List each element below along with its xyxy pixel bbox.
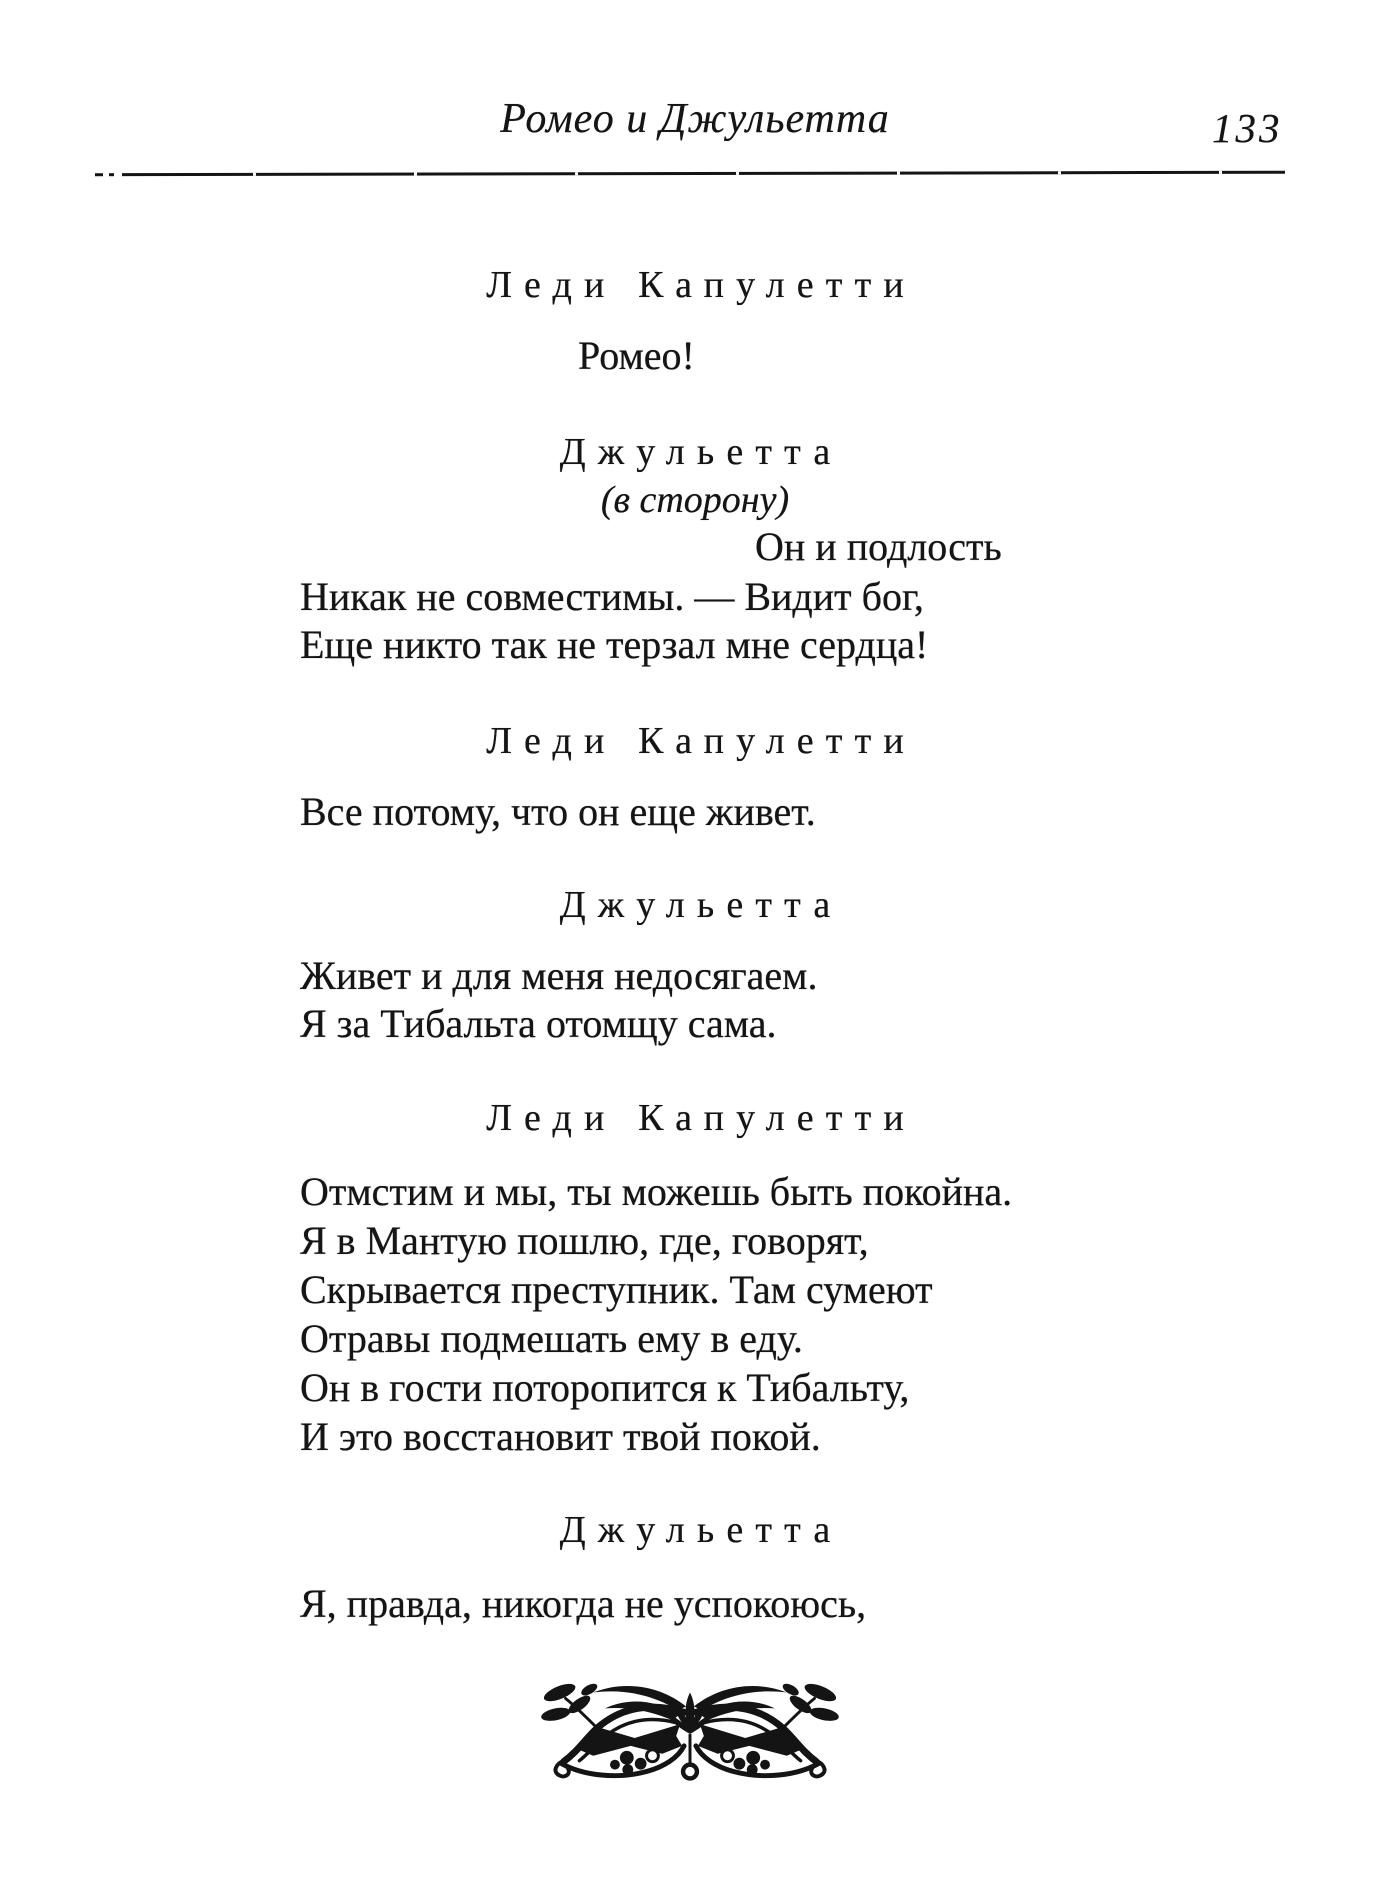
verse-line: Я в Мантую пошлю, где, говорят, bbox=[300, 1218, 869, 1263]
running-title: Ромео и Джульетта bbox=[500, 96, 890, 142]
verse-line: И это восстановит твой покой. bbox=[300, 1414, 821, 1459]
floral-vignette-ornament bbox=[532, 1676, 848, 1796]
verse-line: Еще никто так не терзал мне сердца! bbox=[300, 622, 929, 667]
verse-line: Скрывается преступник. Там сумеют bbox=[300, 1267, 933, 1312]
verse-line: Я, правда, никогда не успокоюсь, bbox=[300, 1581, 867, 1626]
verse-line: Я за Тибальта отомщу сама. bbox=[300, 1001, 777, 1046]
header-rule bbox=[95, 171, 1285, 176]
speaker-name: Леди Капулетти bbox=[486, 264, 916, 306]
stage-direction: (в сторону) bbox=[600, 479, 790, 521]
speaker-name: Джульетта bbox=[559, 1509, 843, 1551]
verse-line: Отмстим и мы, ты можешь быть покойна. bbox=[300, 1169, 1013, 1214]
speaker-name: Леди Капулетти bbox=[486, 720, 916, 762]
speaker-name: Джульетта bbox=[559, 431, 843, 473]
verse-line: Отравы подмешать ему в еду. bbox=[300, 1316, 803, 1361]
speaker-name: Джульетта bbox=[559, 884, 843, 926]
verse-line: Ромео! bbox=[578, 333, 695, 378]
verse-line: Он и подлость bbox=[755, 524, 1002, 569]
verse-line: Он в гости поторопится к Тибальту, bbox=[300, 1365, 910, 1410]
verse-line: Живет и для меня недосягаем. bbox=[300, 953, 818, 998]
verse-line: Все потому, что он еще живет. bbox=[300, 789, 816, 834]
verse-line: Никак не совместимы. — Видит бог, bbox=[300, 574, 924, 619]
speaker-name: Леди Капулетти bbox=[486, 1097, 916, 1139]
page-number: 133 bbox=[1212, 105, 1283, 151]
